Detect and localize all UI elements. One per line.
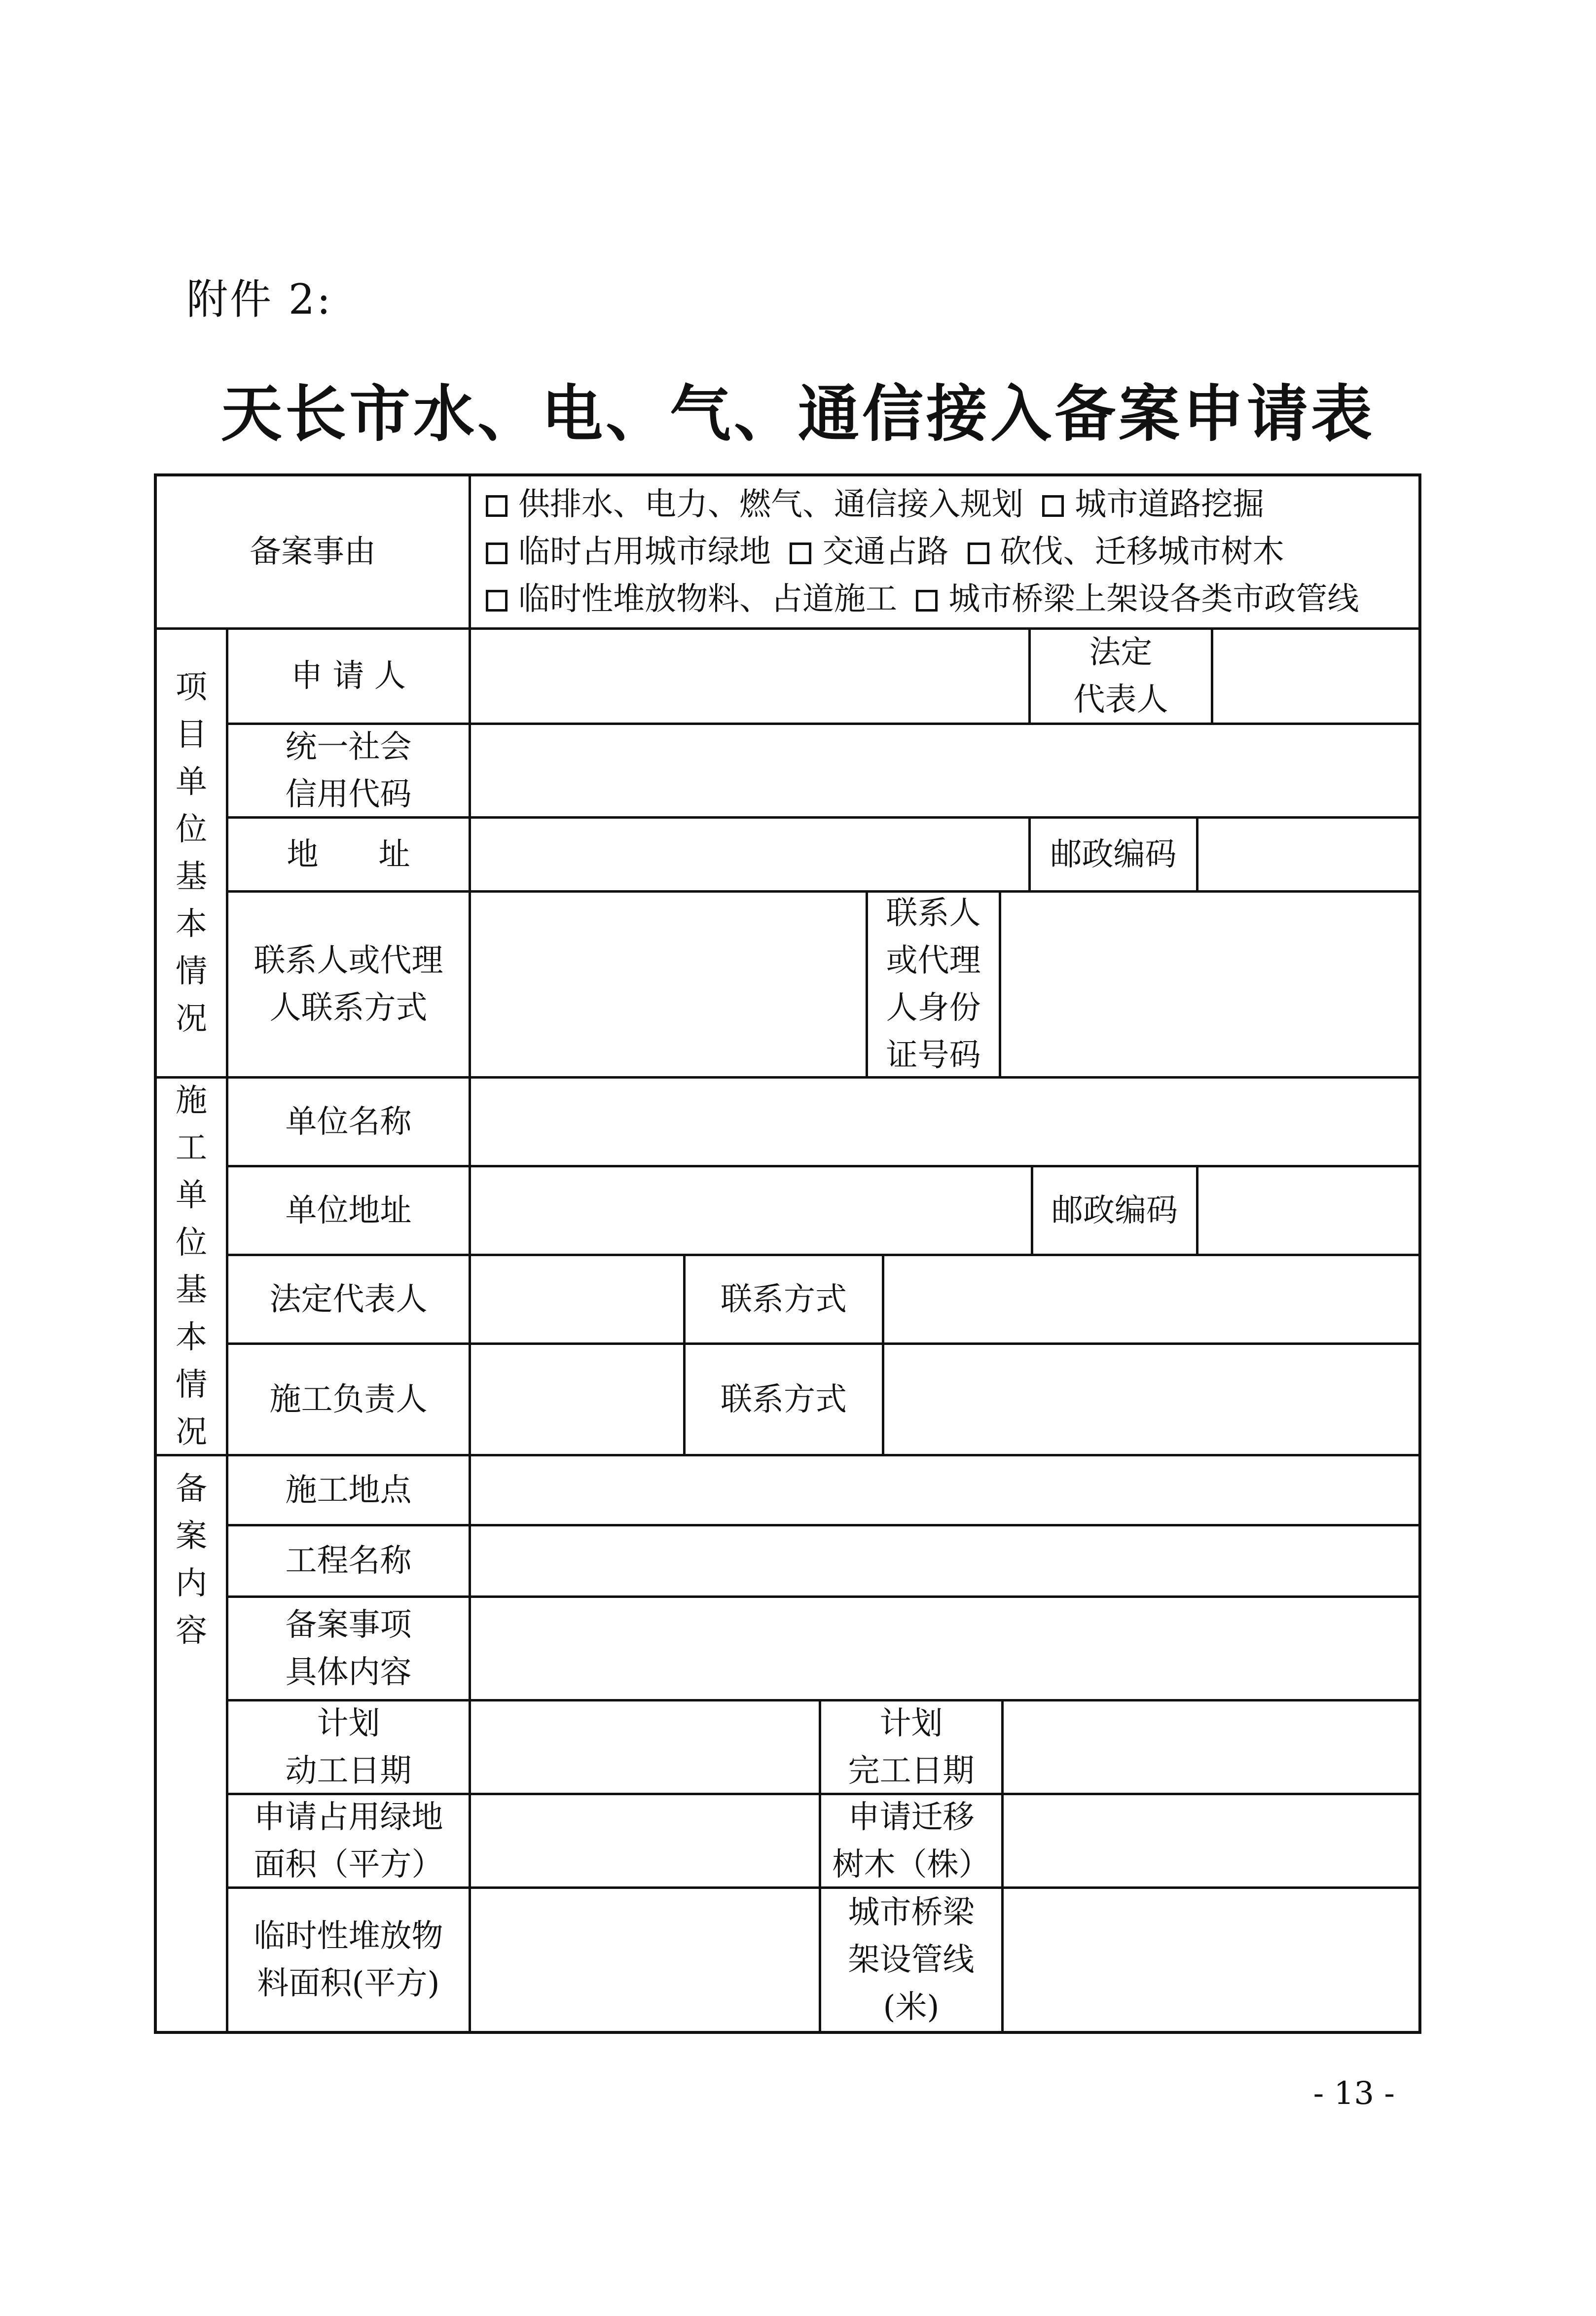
construction-legal-rep-label: 法定代表人	[269, 1281, 428, 1318]
annex-label: 附件 2:	[186, 275, 333, 324]
postal-code-label: 邮政编码	[1050, 836, 1177, 873]
details-field[interactable]	[471, 1598, 1418, 1699]
form-title: 天长市水、电、气、通信接入备案申请表	[220, 378, 1375, 450]
bridge-pipeline-field[interactable]	[1004, 1889, 1418, 2031]
checkbox[interactable]	[486, 495, 508, 517]
checkbox[interactable]	[968, 543, 989, 564]
site-label: 施工地点	[285, 1472, 412, 1509]
section-construction-unit-label: 施工单位基本情况	[176, 1082, 207, 1450]
applicant-field[interactable]	[471, 630, 1028, 723]
greenland-area-field[interactable]	[471, 1795, 819, 1886]
construction-manager-label: 施工负责人	[269, 1381, 428, 1418]
address-field[interactable]	[471, 819, 1028, 890]
planned-start-field[interactable]	[471, 1701, 819, 1793]
contact-label: 联系人或代理 人联系方式	[254, 942, 443, 1026]
site-field[interactable]	[471, 1456, 1418, 1524]
legal-rep-label: 法定 代表人	[1073, 634, 1168, 718]
greenland-area-label: 申请占用绿地 面积（平方）	[254, 1799, 443, 1883]
construction-address-label: 单位地址	[285, 1192, 412, 1229]
filing-reason-options	[486, 481, 1359, 623]
section-filing-content-label: 备案内容	[176, 1471, 207, 1649]
checkbox[interactable]	[486, 543, 508, 564]
option-tree-relocation: 砍伐、迁移城市树木	[1000, 534, 1284, 570]
option-planning: 供排水、电力、燃气、通信接入规划	[518, 486, 1023, 523]
id-number-field[interactable]	[1001, 893, 1418, 1076]
filing-reason-line-1	[486, 481, 1359, 528]
checkbox[interactable]	[1042, 495, 1064, 517]
applicant-label: 申 请 人	[291, 658, 406, 694]
planned-start-label: 计划 动工日期	[285, 1705, 412, 1789]
address-label: 地 址	[287, 836, 410, 873]
construction-address-field[interactable]	[471, 1167, 1031, 1254]
construction-contact-2-field[interactable]	[884, 1345, 1418, 1454]
planned-end-label: 计划 完工日期	[848, 1705, 975, 1789]
filing-reason-label: 备案事由	[250, 534, 376, 570]
material-area-field[interactable]	[471, 1889, 819, 2031]
option-bridge-pipeline: 城市桥梁上架设各类市政管线	[948, 581, 1359, 617]
checkbox[interactable]	[916, 590, 938, 612]
option-traffic-road: 交通占路	[822, 534, 949, 570]
construction-postal-label: 邮政编码	[1052, 1192, 1178, 1229]
project-name-field[interactable]	[471, 1526, 1418, 1595]
construction-contact-1-field[interactable]	[884, 1256, 1418, 1342]
option-greenland: 临时占用城市绿地	[518, 534, 771, 570]
section-project-unit	[157, 630, 226, 1076]
section-construction-unit	[157, 1079, 226, 1454]
id-number-label: 联系人 或代理 人身份 证号码	[886, 895, 981, 1074]
page-number: - 13 -	[1313, 2075, 1395, 2112]
option-material-stacking: 临时性堆放物料、占道施工	[518, 581, 897, 617]
credit-code-label: 统一社会 信用代码	[285, 728, 412, 813]
details-label: 备案事项 具体内容	[285, 1606, 412, 1691]
construction-contact-2-label: 联系方式	[721, 1381, 847, 1418]
construction-contact-1-label: 联系方式	[721, 1281, 847, 1318]
checkbox[interactable]	[790, 543, 811, 564]
construction-name-field[interactable]	[471, 1079, 1418, 1165]
checkbox[interactable]	[486, 590, 508, 612]
construction-postal-field[interactable]	[1198, 1167, 1418, 1254]
option-road-excavation: 城市道路挖掘	[1075, 486, 1265, 523]
credit-code-field[interactable]	[471, 725, 1418, 816]
construction-legal-rep-field[interactable]	[471, 1256, 683, 1342]
project-name-label: 工程名称	[285, 1543, 412, 1579]
filing-reason-line-3	[486, 576, 1359, 623]
construction-name-label: 单位名称	[285, 1103, 412, 1140]
construction-manager-field[interactable]	[471, 1345, 683, 1454]
filing-reason-line-2	[486, 528, 1359, 576]
section-project-unit-label: 项目单位基本情况	[176, 669, 207, 1037]
section-filing-content	[157, 1456, 226, 1664]
contact-field[interactable]	[471, 893, 866, 1076]
bridge-pipeline-label: 城市桥梁 架设管线 (米)	[848, 1894, 975, 2026]
tree-relocation-label: 申请迁移 树木（株）	[832, 1799, 990, 1883]
material-area-label: 临时性堆放物 料面积(平方)	[254, 1918, 443, 2002]
legal-rep-field[interactable]	[1213, 630, 1418, 723]
tree-relocation-field[interactable]	[1004, 1795, 1418, 1886]
postal-code-field[interactable]	[1198, 819, 1418, 890]
planned-end-field[interactable]	[1004, 1701, 1418, 1793]
